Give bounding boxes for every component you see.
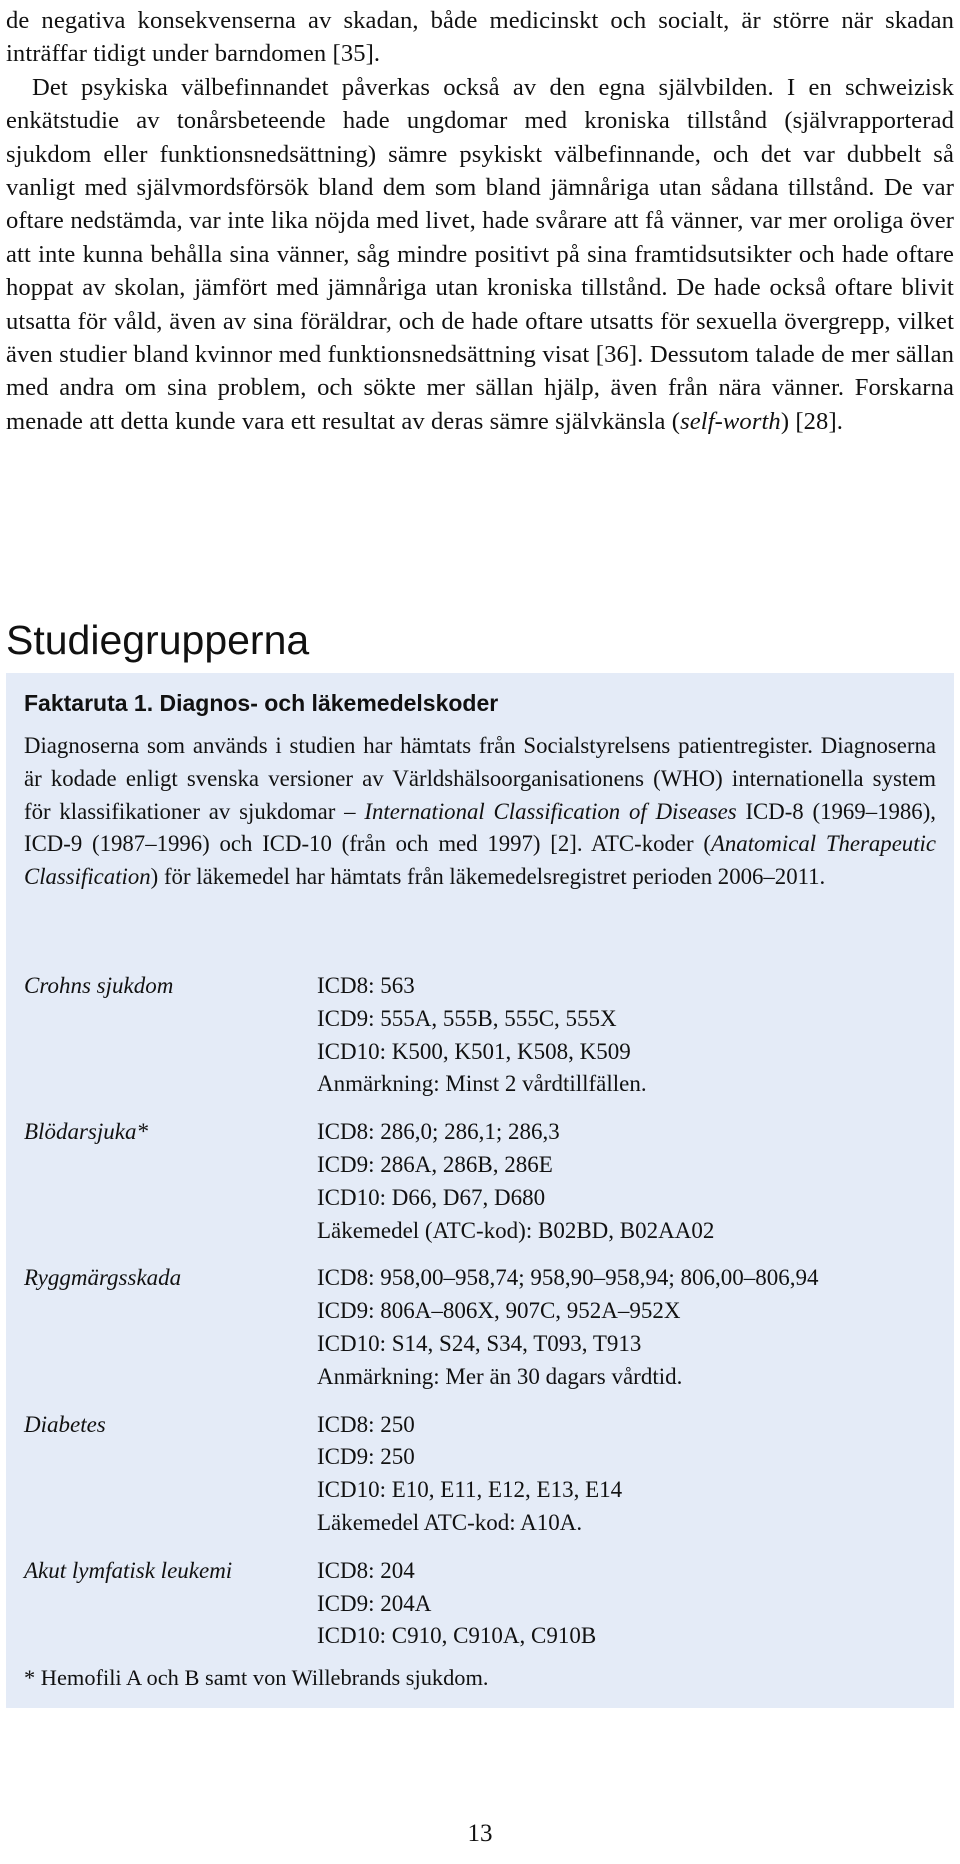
fact-box-text-b: ICD-8 (1969–1986), ICD-9 (1987–1996) och ICD-10 (från och med 1997) [2]. ATC-koder ( (24, 798, 936, 857)
diagnosis-name: Blödarsjuka* (24, 1119, 148, 1145)
fact-box-text-c: ) för läkemedel har hämtats från läkemedelsregistret perioden 2006–2011. (150, 864, 826, 890)
code-line: Anmärkning: Mer än 30 dagars vårdtid. (317, 1363, 683, 1389)
code-line: ICD8: 958,00–958,74; 958,90–958,94; 806,00–806,94 (317, 1265, 819, 1291)
code-line: ICD9: 204A (317, 1590, 432, 1616)
code-line: ICD9: 286A, 286B, 286E (317, 1151, 553, 1177)
fact-box-text-a: Diagnoserna som används i studien har hämtats från Socialstyrelsens patientregister. Diagnoserna är kodade enligt svenska versioner av Världshälsoorganisationens (WHO) internationella system för klassifikationer av sjukdomar – (24, 733, 936, 824)
code-lines (317, 1555, 596, 1653)
code-list (24, 970, 936, 1668)
diagnosis-name: Crohns sjukdom (24, 973, 174, 998)
paragraph-2-term: self-worth (680, 407, 781, 435)
code-line: ICD9: 806A–806X, 907C, 952A–952X (317, 1298, 681, 1324)
diagnosis-name: Diabetes (24, 1411, 106, 1437)
code-line: ICD9: 555A, 555B, 555C, 555X (317, 1005, 617, 1031)
section-heading: Studiegrupperna (6, 617, 310, 663)
fact-box (6, 673, 954, 1708)
code-entry-leukemia (24, 1555, 936, 1653)
fact-box-title: Faktaruta 1. Diagnos- och läkemedelskoder (24, 690, 499, 716)
code-line: ICD10: K500, K501, K508, K509 (317, 1038, 631, 1064)
code-line: ICD8: 204 (317, 1557, 415, 1583)
footnote: * Hemofili A och B samt von Willebrands sjukdom. (24, 1665, 489, 1690)
paragraph-2-ref: ) [28]. (780, 407, 843, 435)
body-text (6, 4, 954, 438)
code-entry-diabetes (24, 1409, 936, 1540)
diagnosis-name: Akut lymfatisk leukemi (24, 1557, 233, 1583)
paragraph-2-text: Det psykiska välbefinnandet påverkas också av den egna självbilden. I en schweizisk enkätstudie av tonårsbeteende hade ungdomar med kroniska tillstånd (självrapporterad sjukdom eller funktionsnedsättning) sämre psykiskt välbefinnande, och det var dubbelt så vanligt med självmordsförsök bland dem som bland jämnåriga utan sådana tillstånd. De var oftare nedstämda, var inte lika nöjda med livet, hade svårare att få vänner, var mer oroliga över att inte kunna behålla sina vänner, såg mindre positivt på sina framtidsutsikter och hade oftare hoppat av skolan, jämfört med jämnåriga utan kroniska tillstånd. De hade också oftare blivit utsatta för våld, även av sina föräldrar, och de hade oftare utsatts för sexuella övergrepp, vilket även studier bland kvinnor med funktionsnedsättning visat [36]. Dessutom talade de mer sällan med andra om sina problem, och sökte mer sällan hjälp, även från nära vänner. Forskarna menade att detta kunde vara ett resultat av deras sämre självkänsla ( (6, 73, 954, 435)
code-entry-crohns (24, 970, 936, 1101)
code-line: ICD10: E10, E11, E12, E13, E14 (317, 1477, 623, 1503)
code-lines (317, 1116, 714, 1247)
code-line: ICD9: 250 (317, 1444, 415, 1470)
fact-box-term-atc: Anatomical Therapeutic Classification (24, 831, 936, 890)
code-lines (317, 1409, 622, 1540)
paragraph-2 (6, 71, 954, 438)
fact-box-text (24, 730, 936, 894)
code-line: Läkemedel (ATC-kod): B02BD, B02AA02 (317, 1217, 715, 1243)
code-entry-hemophilia (24, 1116, 936, 1247)
code-line: ICD8: 250 (317, 1411, 415, 1437)
code-line: Läkemedel ATC-kod: A10A. (317, 1509, 583, 1535)
fact-box-term-icd: International Classification of Diseases (364, 798, 737, 824)
code-line: ICD10: C910, C910A, C910B (317, 1623, 597, 1649)
code-line: ICD10: D66, D67, D680 (317, 1184, 546, 1210)
code-line: ICD8: 286,0; 286,1; 286,3 (317, 1119, 560, 1145)
code-entry-spinal-injury (24, 1262, 936, 1393)
code-lines (317, 970, 647, 1101)
code-line: ICD8: 563 (317, 973, 415, 998)
page-number: 13 (467, 1820, 493, 1847)
diagnosis-name: Ryggmärgsskada (24, 1265, 182, 1291)
code-line: Anmärkning: Minst 2 vårdtillfällen. (317, 1071, 647, 1097)
code-lines (317, 1262, 819, 1393)
code-line: ICD10: S14, S24, S34, T093, T913 (317, 1330, 642, 1356)
paragraph-1: de negativa konsekvenserna av skadan, både medicinskt och socialt, är större när skadan inträffar tidigt under barndomen [35]. (6, 7, 954, 68)
